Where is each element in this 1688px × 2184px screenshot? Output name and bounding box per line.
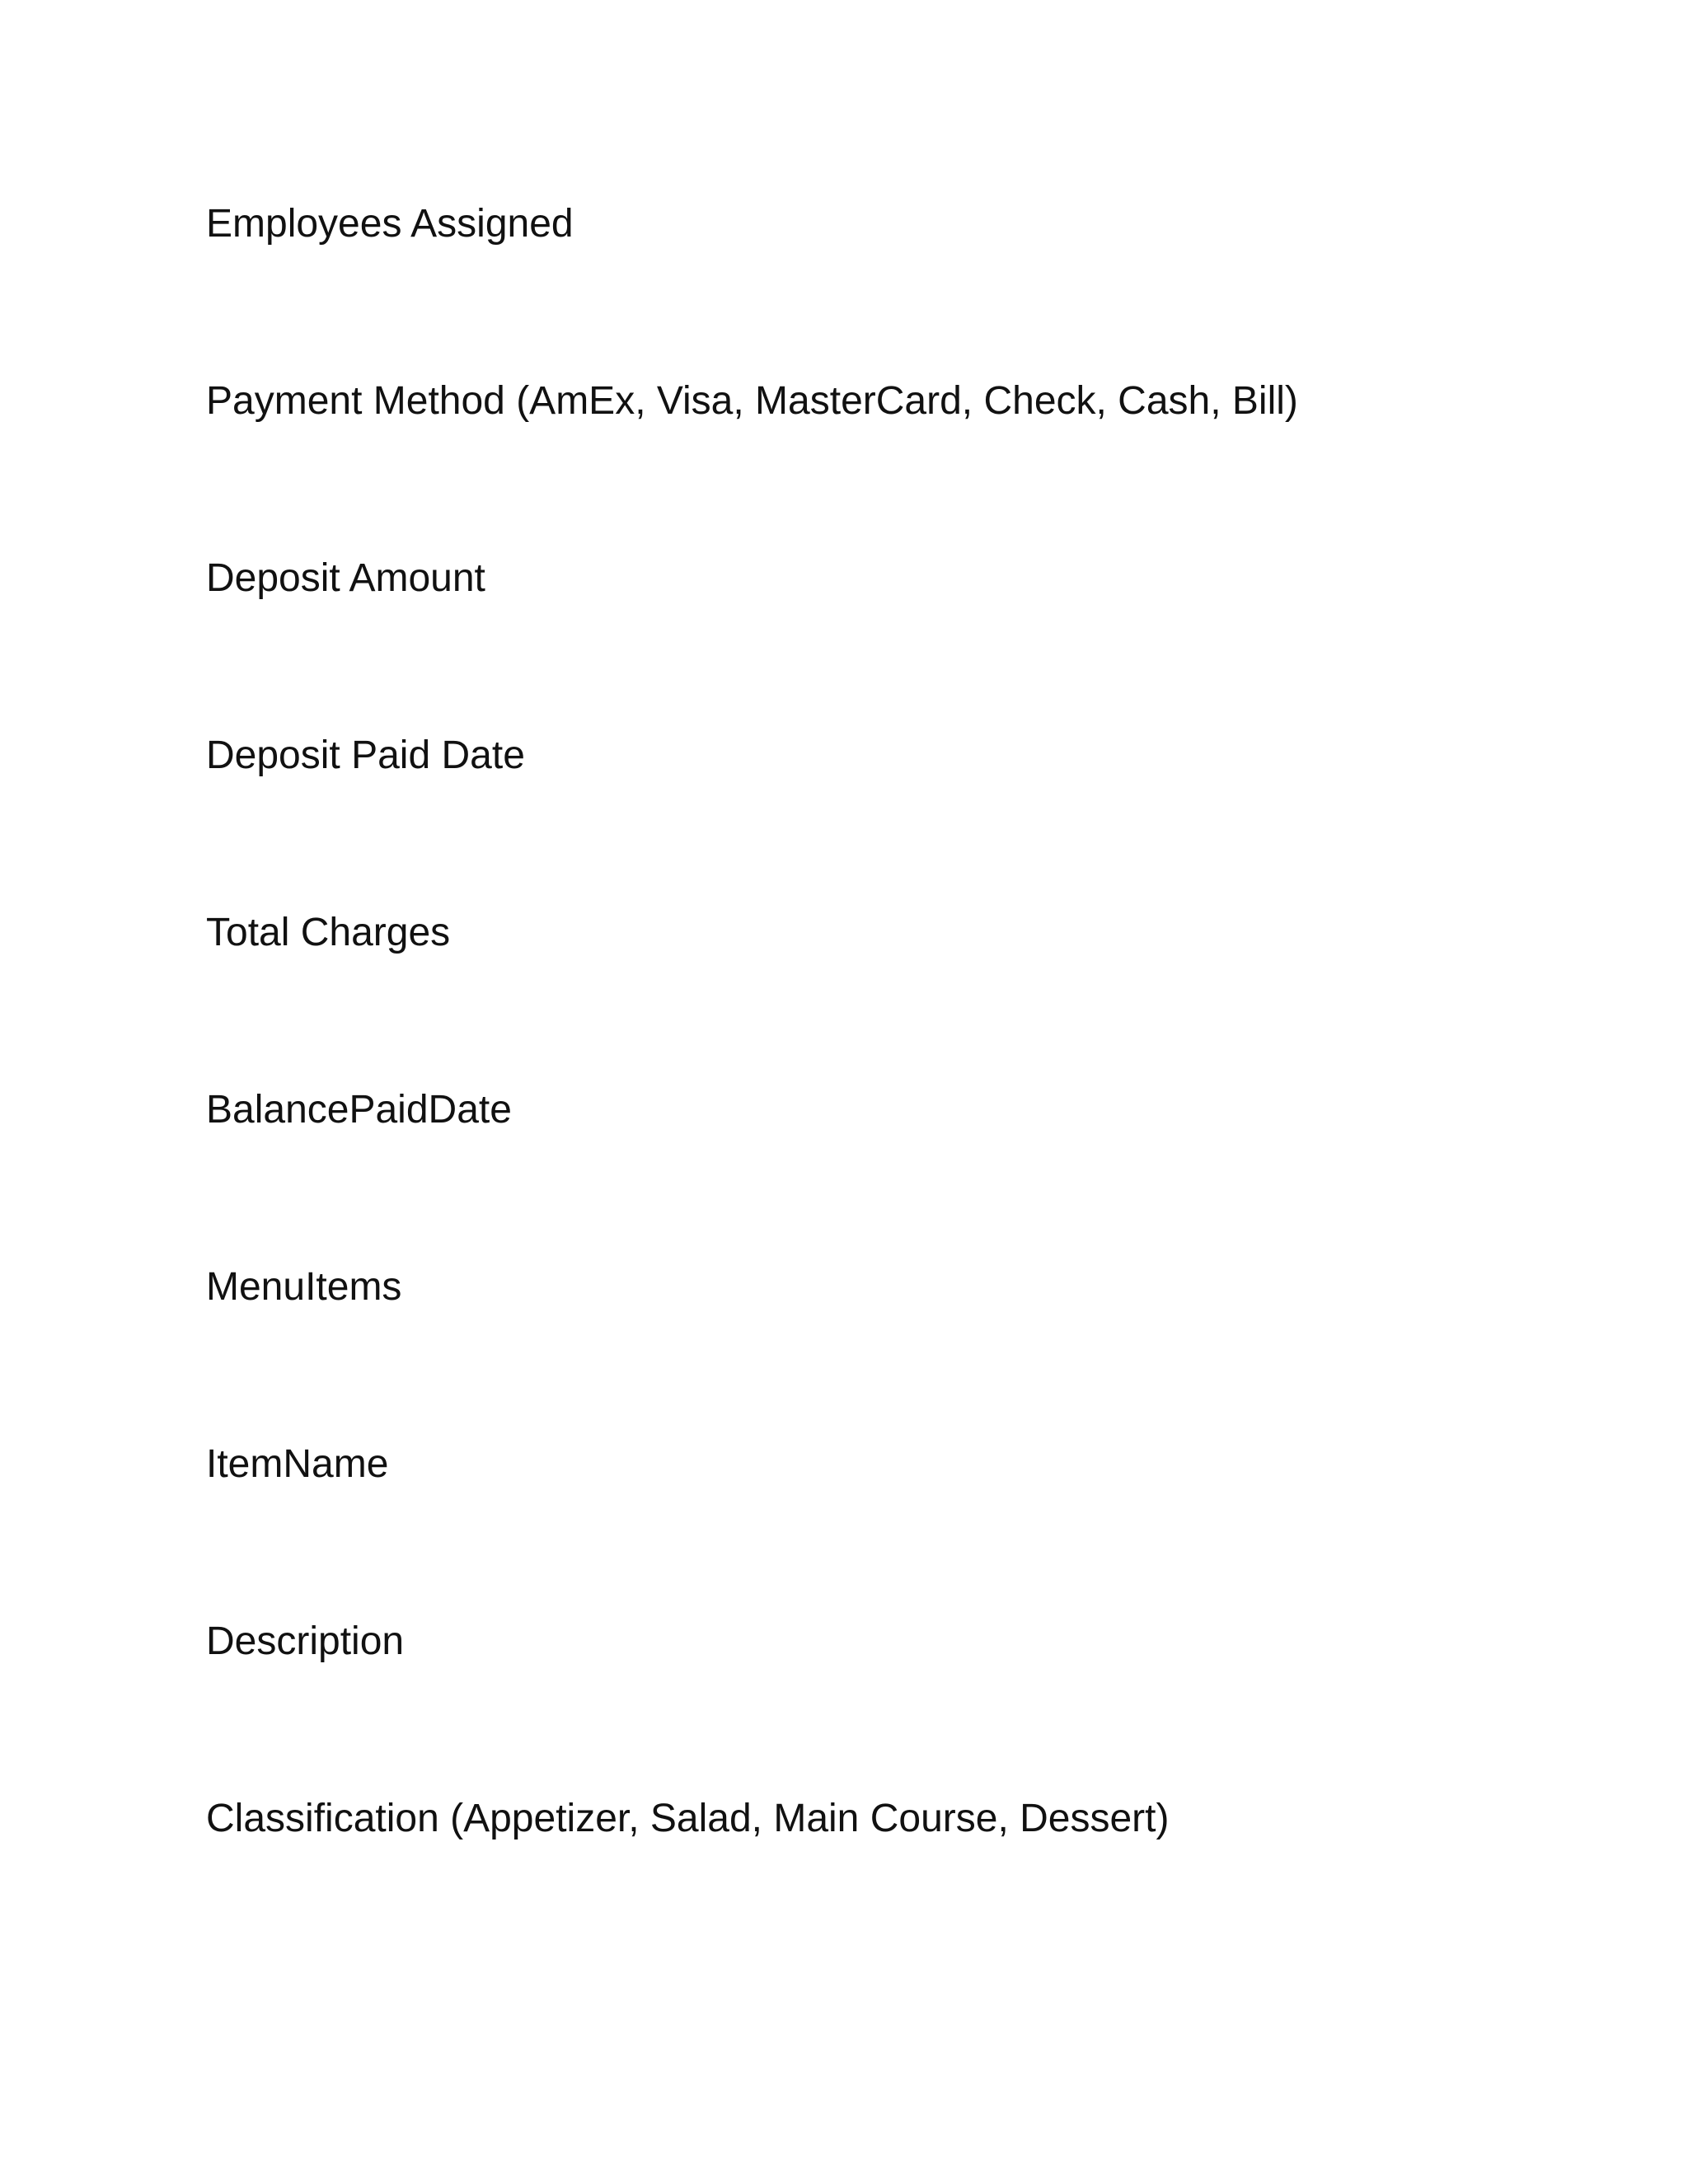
field-list	[206, 194, 1298, 1966]
field-classification: Classification (Appetizer, Salad, Main Course, Dessert)	[206, 1797, 1170, 1840]
field-description: Description	[206, 1619, 405, 1663]
field-balance-paid-date: BalancePaidDate	[206, 1088, 512, 1132]
field-menu-items: MenuItems	[206, 1265, 402, 1309]
field-deposit-paid-date: Deposit Paid Date	[206, 733, 525, 777]
field-employees-assigned: Employees Assigned	[206, 202, 574, 246]
field-total-charges: Total Charges	[206, 911, 451, 954]
field-item-name: ItemName	[206, 1442, 389, 1486]
field-deposit-amount: Deposit Amount	[206, 556, 485, 600]
field-payment-method: Payment Method (AmEx, Visa, MasterCard, Check, Cash, Bill)	[206, 379, 1298, 423]
